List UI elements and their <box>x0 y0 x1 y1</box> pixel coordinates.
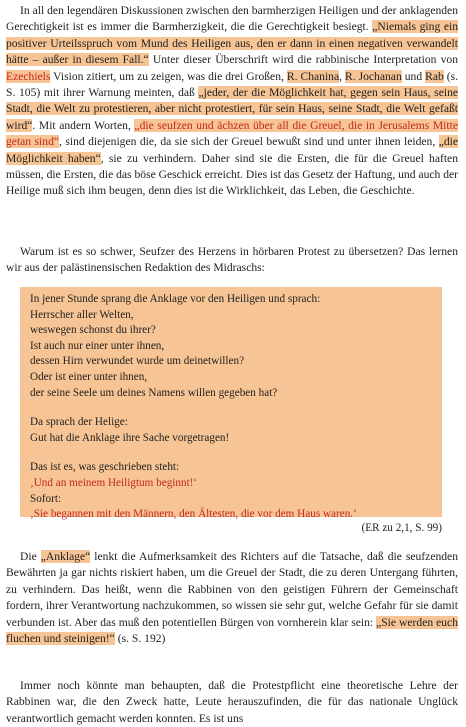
quote-line: Ist auch nur einer unter ihnen, <box>30 339 165 352</box>
quote-source-citation: (ER zu 2,1, S. 99) <box>361 522 442 534</box>
quote-red-line: ‚Sie begannen mit den Männern, den Ältesten, die vor dem Haus waren.‘ <box>30 508 357 521</box>
p1-text: , sind diejenigen die, da sie sich der Greuel bewußt sind und unter ihnen leiden, <box>59 135 439 149</box>
p2-text: Warum ist es so schwer, Seufzer des Herzens in hörbaren Protest zu übersetzen? Das lernen wir aus der palästinensischen Redaktion des Midraschs: <box>6 245 458 275</box>
p1-text: , sie zu verhindern. Daher sind sie die Ersten, die für die Greuel haften müssen, die Ersten, die das böse Geschick erreicht. Dies ist das Gesetz der Haftung, und auch der Heilige muß sich ihm beugen, denn dies ist die Wirklichkeit, das Leben, die Geschichte. <box>6 151 459 198</box>
p3-text: (s. S. 192) <box>114 632 166 646</box>
p1-text: und <box>401 69 426 83</box>
quote-line: Oder ist einer unter ihnen, <box>30 370 148 383</box>
p3-anklage-highlight: „Anklage“ <box>40 550 91 563</box>
quote-line: der seine Seele um deines Namens willen gegeben hat? <box>30 386 278 399</box>
p1-warning-highlight: „jeder, der die Möglichkeit hat, gegen sein Haus, seine Stadt, die Welt zu protestieren, aber nicht protestiert, für sein Haus, seine Stadt, die Welt gefaßt wird“ <box>6 86 459 132</box>
quote-red-line: ‚Und an meinem Heiligtum beginnt!‘ <box>30 476 198 489</box>
p1-quote-highlight: „Niemals ging ein positiver Urteilsspruch vom Mund des Heiligen aus, den er dann in einen negativen verwandelt hätte – außer in diesem Fall.“ <box>6 20 458 67</box>
paragraph-4 <box>6 678 458 727</box>
quote-line: Das ist es, was geschrieben steht: <box>30 461 180 474</box>
p3-text: lenkt die Aufmerksamkeit des Richters auf die Tatsache, daß die seufzenden Bewährten ja gar nichts riskiert haben, um die Greuel der Stadt, die zu deren Untergang führten, zu verhindern. Das heißt, wenn die Rabbinen von den geistigen Führern der Gemeinschaft fordern, ihrer Verantwortung nachzukommen, so wissen sie sehr gut, welche Gefahr für sie damit verbunden ist. Aber das muß den potentiellen Bürgen von vornherein klar sein: <box>6 550 458 629</box>
name-chanina: R. Chanina <box>286 69 340 83</box>
p3-text: Die <box>20 550 41 563</box>
quote-line: Herrscher aller Welten, <box>30 308 134 321</box>
quote-line: Da sprach der Helige: <box>30 416 128 429</box>
name-rab: Rab <box>425 69 444 83</box>
quote-line: Sofort: <box>30 492 62 505</box>
p1-text: Vision zitiert, um zu zeigen, was die drei Großen, <box>50 69 287 83</box>
p1-text: Unter dieser Überschrift wird die rabbinische Interpretation von <box>148 53 458 67</box>
p4-text: Immer noch könnte man behaupten, daß die Protestpflicht eine theoretische Lehre der Rabbinen war, die den Zweck hatte, Leute herauszufinden, die für das nationale Unglück verantwortlich gemacht werden konnten. Es ist uns <box>6 679 458 725</box>
p1-text: , <box>339 69 345 83</box>
name-ezechiel: Ezechiels <box>6 69 51 83</box>
paragraph-1 <box>6 3 458 200</box>
name-jochanan: R. Jochanan <box>345 69 402 83</box>
quote-line: dessen Hirn verwundet wurde um deinetwillen? <box>30 355 245 368</box>
p1-text: In all den legendären Diskussionen zwischen den barmherzigen Heiligen und der anklagenden Gerechtigkeit ist es immer die Barmherzigkeit, die die Gerechtigkeit besiegt. <box>6 4 458 34</box>
midrash-quote-block <box>20 287 442 521</box>
paragraph-3 <box>6 549 458 647</box>
p3-curse-highlight: „Sie werden euch fluchen und steinigen!“ <box>6 615 459 646</box>
quote-line: weswegen schonst du ihrer? <box>30 324 156 337</box>
p1-ezekiel-quote: „die seufzen und ächzen über all die Greuel, die in Jerusalems Mitte getan sind“ <box>6 118 458 149</box>
p1-text: . Mit andern Worten, <box>32 118 135 132</box>
p1-text: (s. S. 105) mit ihrer Warnung meinten, daß <box>6 69 459 100</box>
quote-line: Gut hat die Anklage ihre Sache vorgetragen! <box>30 431 230 444</box>
paragraph-2 <box>6 244 458 277</box>
quote-line: In jener Stunde sprang die Anklage vor den Heiligen und sprach: <box>30 293 321 305</box>
p1-possibility-highlight: „die Möglichkeit haben“ <box>6 135 458 165</box>
